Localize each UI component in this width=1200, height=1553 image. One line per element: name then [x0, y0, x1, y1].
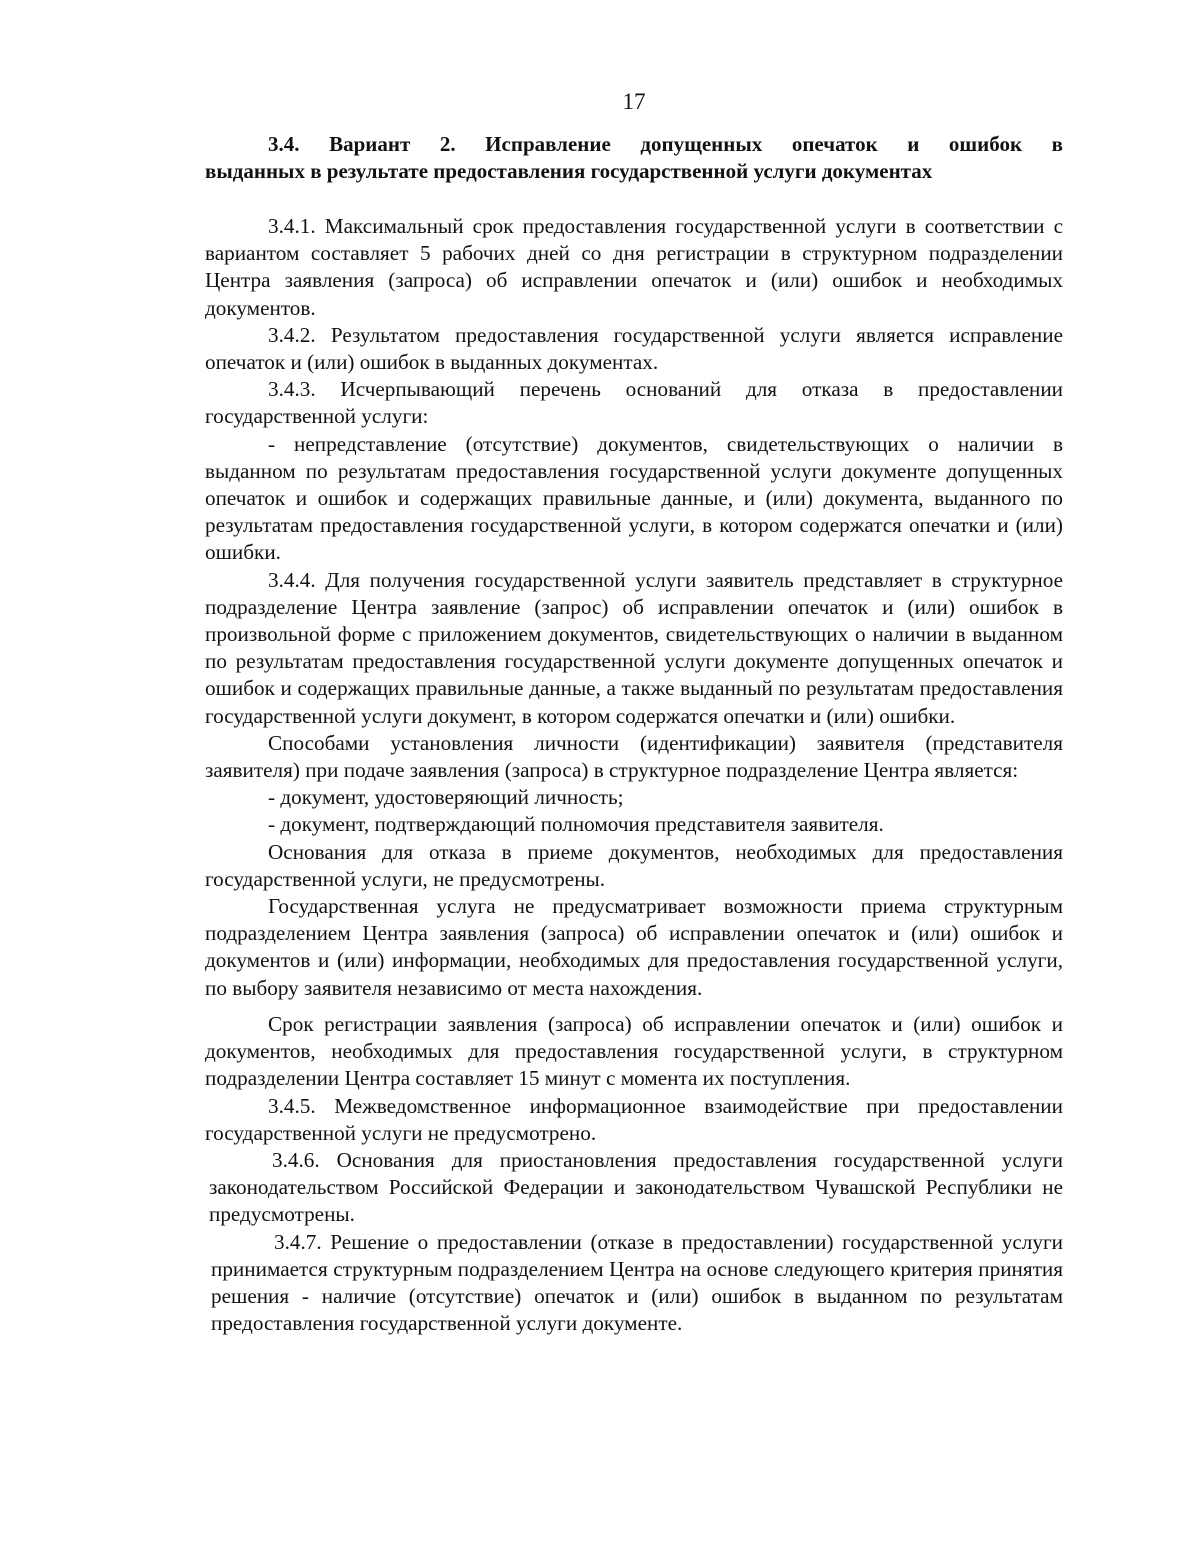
section-heading: [205, 131, 1063, 185]
paragraph-registration-term: Срок регистрации заявления (запроса) об исправлении опечаток и (или) ошибок и документов, необходимых для предоставления государственной услуги, в структурном подразделении Центра составляет 15 минут с момента их поступления.: [205, 1011, 1063, 1091]
paragraph-3-4-4: 3.4.4. Для получения государственной услуги заявитель представляет в структурное подразделение Центра заявление (запрос) об исправлении опечаток и (или) ошибок в произвольной форме с приложением документов, свидетельствующих о наличии в выданном по результатам предоставления государственной услуги документе допущенных опечаток и ошибок и содержащих правильные данные, а также выданный по результатам предоставления государственной услуги документ, в котором содержатся опечатки и (или) ошибки.: [205, 567, 1063, 728]
list-item-refusal-ground: - непредставление (отсутствие) документов, свидетельствующих о наличии в выданном по результатам предоставления государственной услуги документе допущенных опечаток и ошибок и содержащих правильные данные, и (или) документа, выданного по результатам предоставления государственной услуги, в котором содержатся опечатки и (или) ошибки.: [205, 431, 1063, 565]
paragraph-3-4-7: 3.4.7. Решение о предоставлении (отказе в предоставлении) государственной услуги принимается структурным подразделением Центра на основе следующего критерия принятия решения - наличие (отсутствие) опечаток и (или) ошибок в выданном по результатам предоставления государственной услуги документе.: [211, 1229, 1063, 1336]
paragraph-extraterritorial: Государственная услуга не предусматривает возможности приема структурным подразделением Центра заявления (запроса) об исправлении опечаток и (или) ошибок и документов и (или) информации, необходимых для предоставления государственной услуги, по выбору заявителя независимо от места нахождения.: [205, 894, 1063, 1000]
paragraph-3-4-1: 3.4.1. Максимальный срок предоставления государственной услуги в соответствии с вариантом составляет 5 рабочих дней со дня регистрации в структурном подразделении Центра заявления (запроса) об исправлении опечаток и (или) ошибок и необходимых документов.: [205, 214, 1063, 320]
paragraph-identification-methods: Способами установления личности (идентификации) заявителя (представителя заявителя) при подаче заявления (запроса) в структурное подразделение Центра является:: [205, 730, 1063, 783]
paragraph-3-4-6: 3.4.6. Основания для приостановления предоставления государственной услуги законодательством Российской Федерации и законодательством Чувашской Республики не предусмотрены.: [209, 1147, 1063, 1227]
paragraph-refusal-grounds: Основания для отказа в приеме документов, необходимых для предоставления государственной услуги, не предусмотрены.: [205, 839, 1063, 891]
page-number: 17: [622, 89, 646, 114]
paragraph-3-4-2: 3.4.2. Результатом предоставления государственной услуги является исправление опечаток и (или) ошибок в выданных документах.: [205, 322, 1063, 375]
section-heading-line-1: 3.4. Вариант 2. Исправление допущенных опечаток и ошибок в: [268, 132, 1063, 156]
list-item-identity-document: - документ, удостоверяющий личность;: [268, 785, 624, 810]
paragraph-3-4-3: 3.4.3. Исчерпывающий перечень оснований для отказа в предоставлении государственной услуги:: [205, 377, 1063, 429]
section-heading-line-2: выданных в результате предоставления государственной услуги документах: [205, 159, 933, 183]
document-body: [205, 213, 1063, 1337]
paragraph-3-4-5: 3.4.5. Межведомственное информационное взаимодействие при предоставлении государственной услуги не предусмотрено.: [205, 1093, 1063, 1145]
list-item-authority-document: - документ, подтверждающий полномочия представителя заявителя.: [268, 812, 884, 837]
